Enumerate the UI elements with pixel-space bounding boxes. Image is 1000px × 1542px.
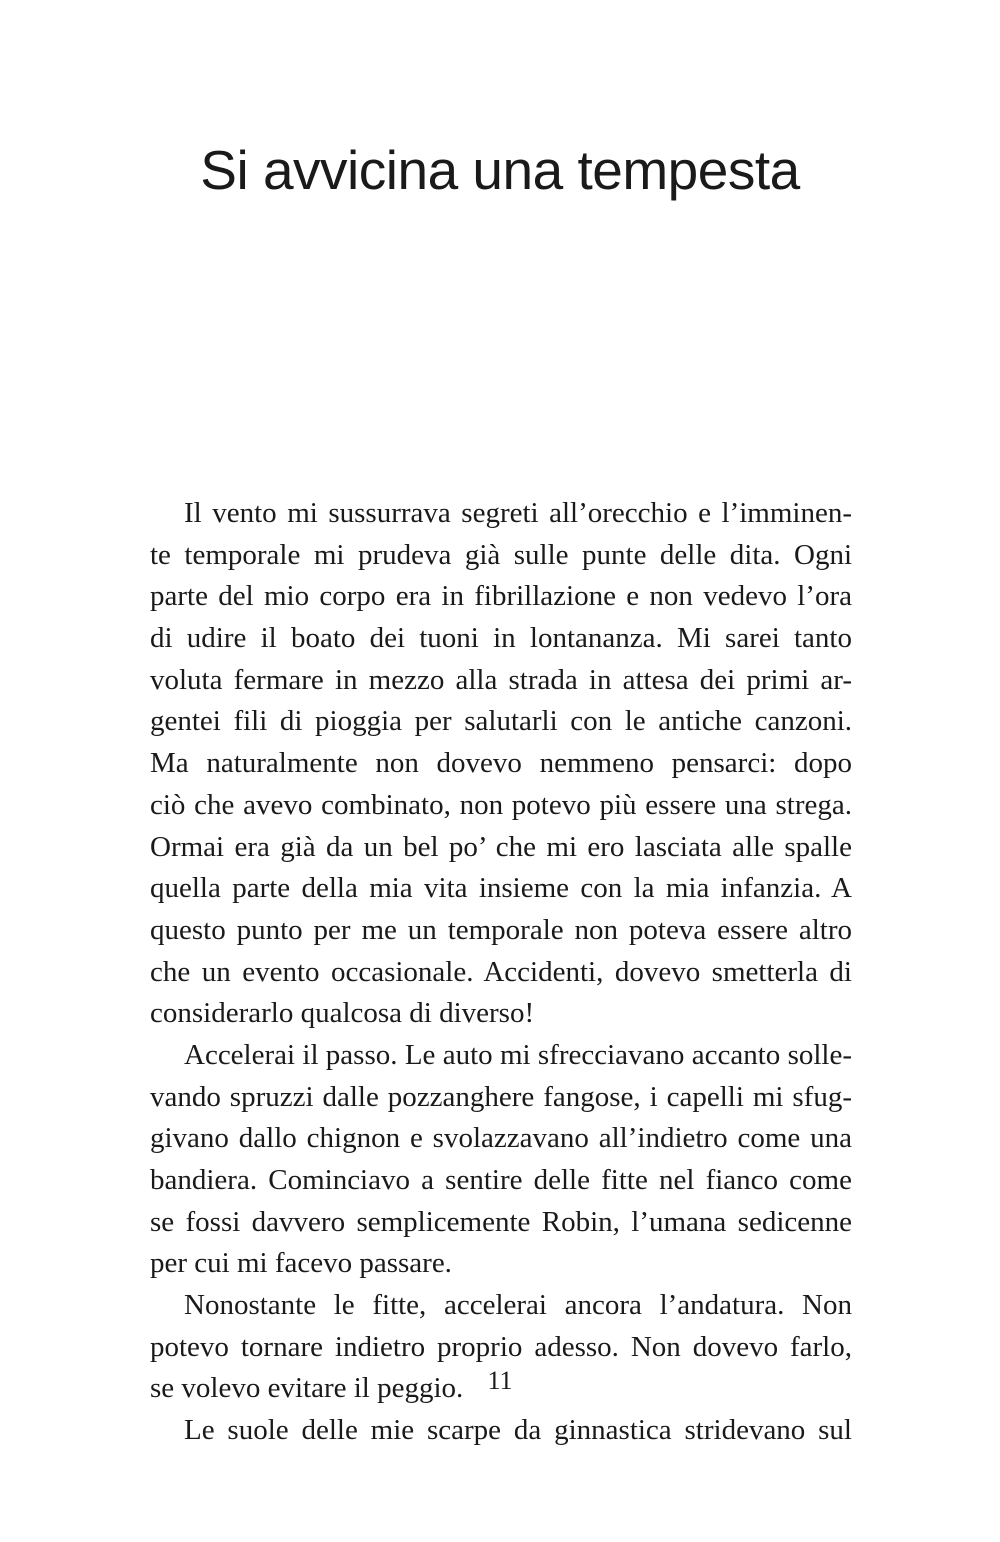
text-line: Il vento mi sussurrava segreti all’orecchio e l’imminen- <box>184 497 852 529</box>
text-line: considerarlo qualcosa di diverso! <box>150 997 535 1030</box>
text-line: parte del mio corpo era in fibrillazione e non vedevo l’ora <box>150 580 852 613</box>
text-line: bandiera. Cominciavo a sentire delle fitte nel fianco come <box>150 1164 852 1196</box>
text-line: se fossi davvero semplicemente Robin, l’umana sedicenne <box>150 1205 852 1238</box>
text-line: Accelerai il passo. Le auto mi sfrecciavano accanto solle- <box>184 1038 852 1071</box>
text-line: givano dallo chignon e svolazzavano all’indietro come una <box>150 1122 852 1155</box>
text-line: ciò che avevo combinato, non potevo più essere una strega. <box>150 788 852 821</box>
text-line: vando spruzzi dalle pozzanghere fangose, i capelli mi sfug- <box>150 1080 852 1113</box>
text-line: per cui mi facevo passare. <box>150 1247 452 1280</box>
text-line: Nonostante le fitte, accelerai ancora l’andatura. Non <box>184 1289 852 1322</box>
paragraph <box>150 493 852 1035</box>
text-line: gentei fili di pioggia per salutarli con le antiche canzoni. <box>150 705 852 738</box>
text-line: te temporale mi prudeva già sulle punte delle dita. Ogni <box>150 538 852 571</box>
paragraph <box>150 1035 852 1285</box>
text-line: se volevo evitare il peggio. <box>150 1372 464 1405</box>
text-line: Ma naturalmente non dovevo nemmeno pensarci: dopo <box>150 747 852 780</box>
paragraph <box>150 1410 852 1452</box>
text-line: quella parte della mia vita insieme con la mia infanzia. A <box>150 872 852 905</box>
text-line: di udire il boato dei tuoni in lontananza. Mi sarei tanto <box>150 622 852 655</box>
page-number: 11 <box>487 1366 513 1395</box>
text-line: voluta fermare in mezzo alla strada in attesa dei primi ar- <box>150 663 852 696</box>
text-line: che un evento occasionale. Accidenti, dovevo smetterla di <box>150 955 852 988</box>
text-line: questo punto per me un temporale non poteva essere altro <box>150 913 852 946</box>
text-line: Ormai era già da un bel po’ che mi ero lasciata alle spalle <box>150 830 852 863</box>
text-line: Le suole delle mie scarpe da ginnastica stridevano sul <box>184 1414 852 1447</box>
body-text <box>150 493 852 1452</box>
chapter-title: Si avvicina una tempesta <box>200 139 800 201</box>
text-line: potevo tornare indietro proprio adesso. Non dovevo farlo, <box>150 1330 852 1363</box>
